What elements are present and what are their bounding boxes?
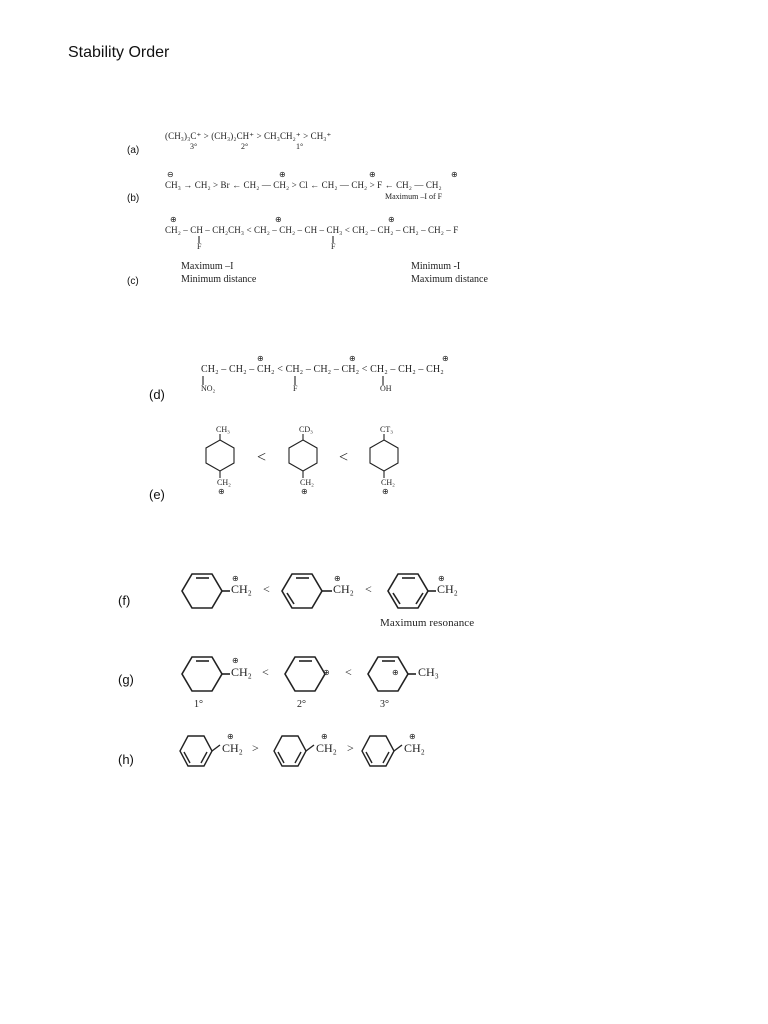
plus-charge-d-1: ⊕: [257, 354, 264, 363]
operator-e-1: <: [257, 449, 267, 466]
plus-charge-f-1: ⊕: [232, 574, 239, 583]
plus-charge-h-3: ⊕: [409, 732, 416, 741]
group-g-3: CH₃: [418, 665, 439, 679]
top-group-e-3: CT₃: [380, 425, 394, 434]
bottom-group-e-2: CH₂: [300, 478, 314, 487]
degree-a-2: 2°: [241, 142, 249, 151]
ring-h-3: [362, 736, 402, 766]
ring-f-2: [282, 574, 332, 608]
ring-f-3: [388, 574, 436, 608]
operator-g-1: <: [262, 665, 269, 679]
plus-charge-h-1: ⊕: [227, 732, 234, 741]
substituent-d-1: NO₂: [201, 384, 216, 393]
group-h-3: CH₂: [404, 741, 425, 755]
plus-charge-f-2: ⊕: [334, 574, 341, 583]
note-f: Maximum resonance: [380, 617, 475, 629]
ring-e-3: [370, 434, 398, 478]
label-g: (g): [118, 672, 134, 687]
operator-h-2: >: [347, 741, 354, 755]
plus-charge-f-3: ⊕: [438, 574, 445, 583]
label-a: (a): [127, 145, 140, 156]
substituent-d-3: OH: [380, 384, 392, 393]
ring-e-1: [206, 434, 234, 478]
ring-g-1: [182, 657, 230, 691]
top-group-e-1: CH₃: [216, 425, 230, 434]
plus-charge-b-2: ⊕: [369, 170, 376, 179]
plus-charge-e-1: ⊕: [218, 487, 225, 496]
label-f: (f): [118, 593, 131, 608]
equation-a: (CH₃)₃C⁺ > (CH₃)₂CH⁺ > CH₃CH₂⁺ > CH₃⁺: [165, 131, 332, 141]
note-c-right-2: Maximum distance: [411, 274, 488, 285]
ring-e-2: [289, 434, 317, 478]
degree-g-3: 3°: [380, 699, 389, 710]
label-c: (c): [127, 276, 139, 287]
substituent-d-2: F: [293, 384, 298, 393]
minus-charge-b: ⊖: [167, 170, 174, 179]
group-h-1: CH₂: [222, 741, 243, 755]
degree-g-1: 1°: [194, 699, 203, 710]
plus-charge-e-2: ⊕: [301, 487, 308, 496]
group-h-2: CH₂: [316, 741, 337, 755]
operator-f-1: <: [263, 582, 270, 596]
equation-d: CH₂ – CH₂ – CH₂ < CH₂ – CH₂ – CH₂ < CH₂ – CH₂ – CH₂: [201, 364, 444, 375]
label-d: (d): [149, 387, 165, 402]
operator-e-2: <: [339, 449, 349, 466]
note-c-left-2: Minimum distance: [181, 274, 257, 285]
bottom-group-e-3: CH₂: [381, 478, 395, 487]
top-group-e-2: CD₃: [299, 425, 313, 434]
degree-g-2: 2°: [297, 699, 306, 710]
ring-h-2: [274, 736, 314, 766]
note-c-right-1: Minimum -I: [411, 261, 461, 272]
plus-charge-c-3: ⊕: [388, 215, 395, 224]
operator-h-1: >: [252, 741, 259, 755]
degree-a-3: 1°: [296, 142, 304, 151]
ring-g-3: [368, 657, 416, 691]
plus-charge-g-3: ⊕: [392, 668, 399, 677]
label-e: (e): [149, 487, 165, 502]
operator-g-2: <: [345, 665, 352, 679]
ring-g-2: [285, 657, 325, 691]
plus-charge-c-1: ⊕: [170, 215, 177, 224]
equation-b: CH₃ → CH₂ > Br ← CH₂ — CH₂ > Cl ← CH₂ — CH₂ > F ← CH₂ — CH₂: [165, 180, 442, 190]
plus-charge-g-1: ⊕: [232, 656, 239, 665]
plus-charge-d-3: ⊕: [442, 354, 449, 363]
group-f-3: CH₂: [437, 582, 458, 596]
plus-charge-h-2: ⊕: [321, 732, 328, 741]
equation-c: CH₂ – CH – CH₂CH₃ < CH₂ – CH₂ – CH – CH₃ < CH₂ – CH₂ – CH₂ – CH₂ – F: [165, 225, 459, 235]
plus-charge-b-3: ⊕: [451, 170, 458, 179]
plus-charge-c-2: ⊕: [275, 215, 282, 224]
operator-f-2: <: [365, 582, 372, 596]
group-f-1: CH₂: [231, 582, 252, 596]
label-b: (b): [127, 193, 140, 204]
plus-charge-e-3: ⊕: [382, 487, 389, 496]
bottom-group-e-1: CH₂: [217, 478, 231, 487]
ring-f-1: [182, 574, 230, 608]
plus-charge-b-1: ⊕: [279, 170, 286, 179]
label-h: (h): [118, 752, 134, 767]
group-g-1: CH₂: [231, 665, 252, 679]
substituent-c-2: F: [331, 242, 336, 251]
page-title: Stability Order: [68, 44, 170, 61]
plus-charge-d-2: ⊕: [349, 354, 356, 363]
substituent-c-1: F: [197, 242, 202, 251]
note-b: Maximum –I of F: [385, 192, 443, 201]
note-c-left-1: Maximum –I: [181, 261, 234, 272]
plus-charge-g-2: ⊕: [323, 668, 330, 677]
ring-h-1: [180, 736, 220, 766]
degree-a-1: 3°: [190, 142, 198, 151]
group-f-2: CH₂: [333, 582, 354, 596]
